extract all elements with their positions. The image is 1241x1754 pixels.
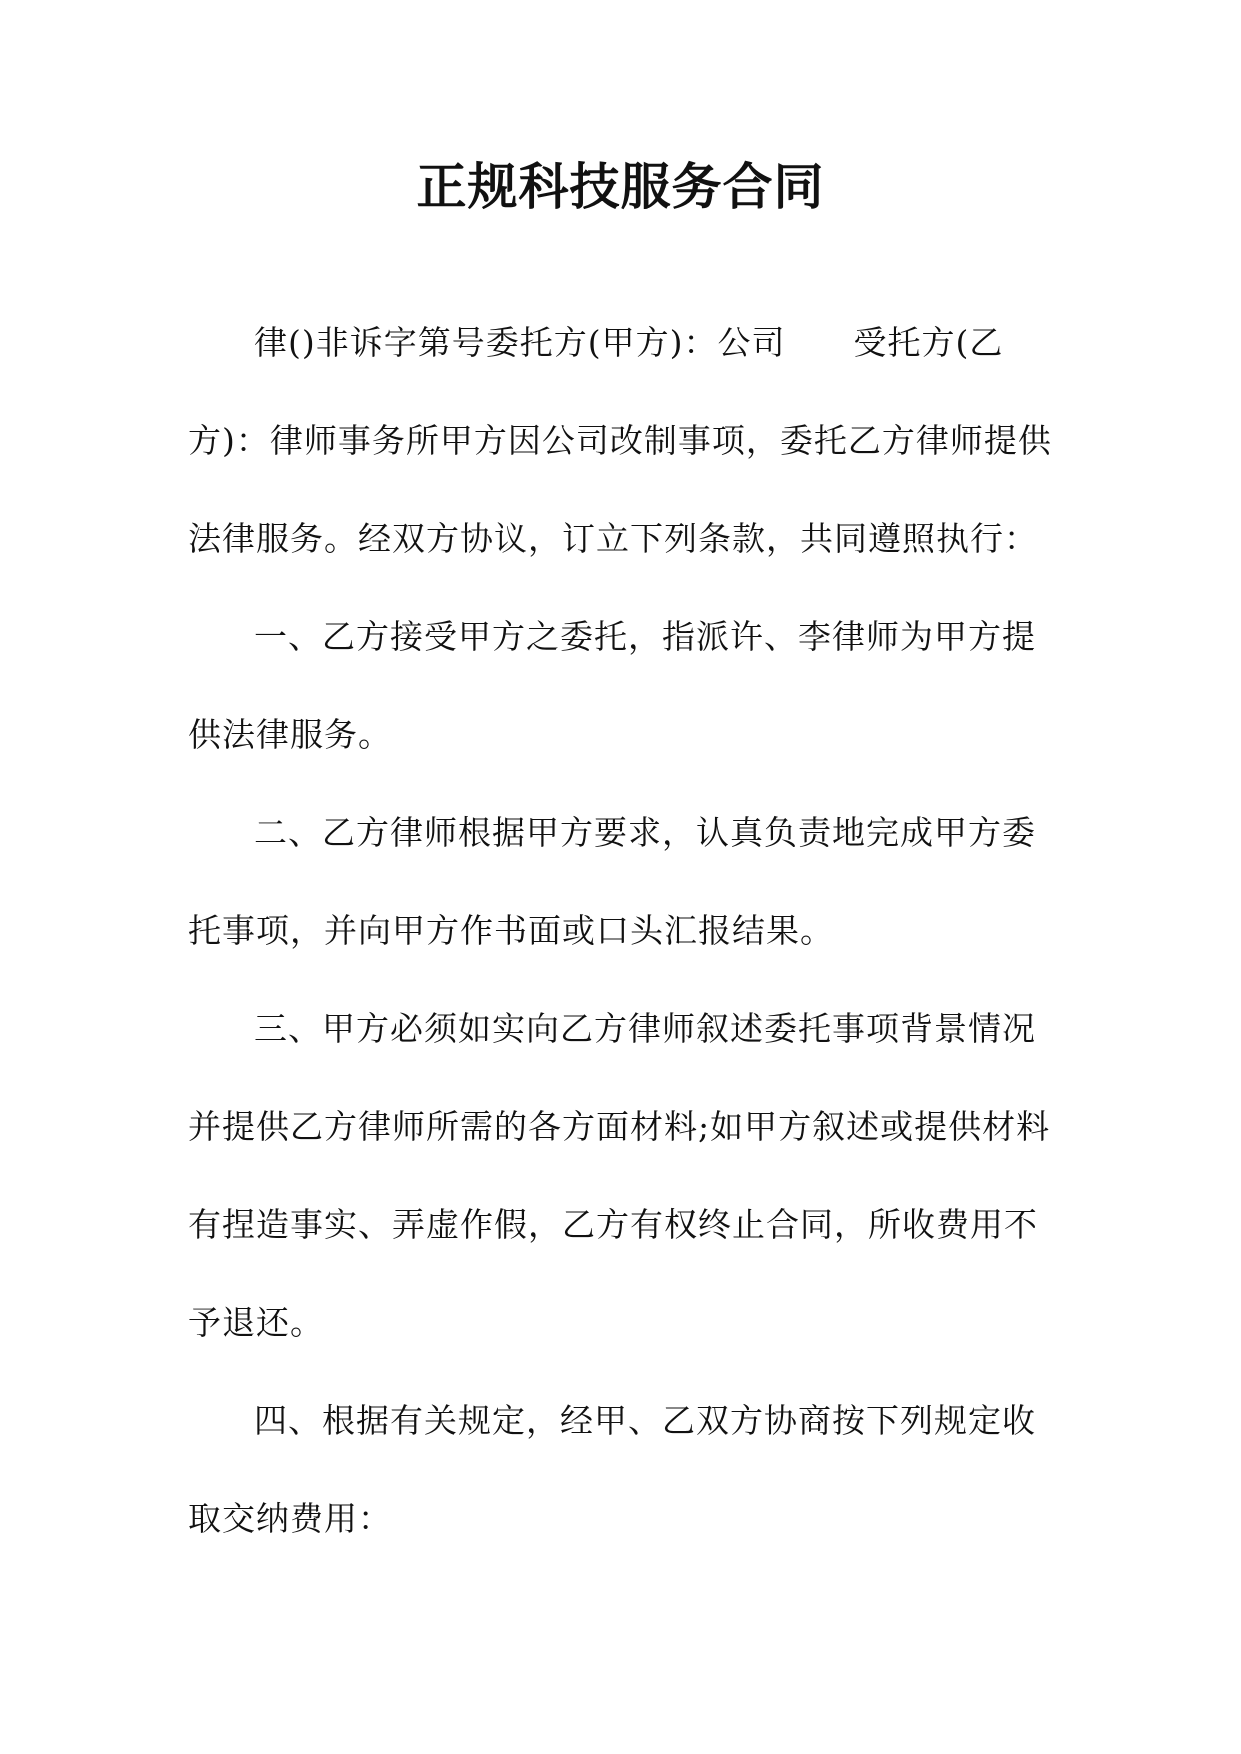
paragraph-clause-4 <box>188 1372 1058 1568</box>
paragraph-clause-1 <box>188 588 1058 784</box>
text-line: 方)：律师事务所甲方因公司改制事项，委托乙方律师提供 <box>188 421 1052 460</box>
document-body <box>188 294 1058 1568</box>
text-line: 予退还。 <box>188 1303 324 1342</box>
paragraph-clause-2 <box>188 784 1058 980</box>
paragraph-parties <box>188 294 1058 588</box>
text-line: 法律服务。经双方协议，订立下列条款，共同遵照执行： <box>188 519 1038 558</box>
text-line: 四、根据有关规定，经甲、乙双方协商按下列规定收 <box>254 1401 1036 1440</box>
document-title: 正规科技服务合同 <box>416 158 825 216</box>
paragraph-clause-3 <box>188 980 1058 1372</box>
text-line: 有捏造事实、弄虚作假，乙方有权终止合同，所收费用不 <box>188 1205 1038 1244</box>
text-line: 取交纳费用： <box>188 1499 392 1538</box>
text-line: 并提供乙方律师所需的各方面材料;如甲方叙述或提供材料 <box>188 1107 1051 1146</box>
text-line: 一、乙方接受甲方之委托，指派许、李律师为甲方提 <box>254 617 1036 656</box>
text-line: 二、乙方律师根据甲方要求，认真负责地完成甲方委 <box>254 813 1036 852</box>
text-line: 托事项，并向甲方作书面或口头汇报结果。 <box>188 911 834 950</box>
text-line: 供法律服务。 <box>188 715 392 754</box>
text-line: 律()非诉字第号委托方(甲方)：公司 受托方(乙 <box>254 323 1004 362</box>
text-line: 三、甲方必须如实向乙方律师叙述委托事项背景情况 <box>254 1009 1036 1048</box>
